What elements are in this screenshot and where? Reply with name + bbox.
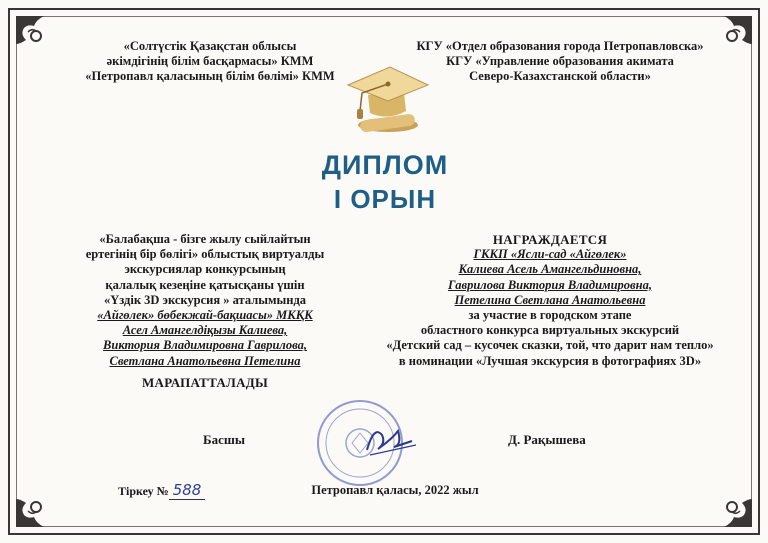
header-right-line: КГУ «Отдел образования города Петропавловска»: [416, 39, 704, 53]
awardee-name: Асел Амангелдіқызы Калиева,: [122, 323, 288, 338]
header-right-line: КГУ «Управление образования акимата: [446, 54, 674, 68]
diploma-title: [270, 150, 500, 214]
registration-value: 588: [169, 481, 206, 500]
text-line: в номинации «Лучшая экскурсия в фотографиях 3D»: [398, 353, 702, 368]
text-line: «Детский сад – кусочек сказки, той, что дарит нам тепло»: [386, 338, 714, 353]
awardee-name: Гаврилова Виктория Владимировна,: [448, 277, 652, 292]
corner-ornament-icon: [710, 485, 754, 529]
registration-number: [118, 481, 205, 499]
header-left: [60, 39, 360, 84]
award-text-russian: [365, 232, 735, 369]
award-text-kazakh: [55, 232, 355, 390]
header-left-line: әкімдігінің білім басқармасы» КММ: [106, 54, 314, 68]
organization-name: ГККП «Ясли-сад «Айгөлек»: [473, 247, 627, 262]
signatory-title: Басшы: [203, 432, 245, 447]
text-line: ертегінің бір бөлігі» облыстық виртуалды: [85, 247, 325, 262]
text-line: «Үздік 3D экскурсия » аталымында: [103, 292, 307, 307]
corner-ornament-icon: [14, 485, 58, 529]
header-right: [400, 39, 720, 84]
award-verb: МАРАПАТТАЛАДЫ: [141, 374, 269, 390]
text-line: қалалық кезеңіне қатысқаны үшін: [105, 277, 305, 292]
header-right-line: Северо-Казахстанской области»: [469, 69, 651, 83]
signatory-name: Д. Рақышева: [508, 432, 586, 447]
awardee-name: Светлана Анатольевна Петелина: [109, 353, 301, 368]
graduation-cap-icon: [340, 55, 430, 140]
corner-ornament-icon: [14, 14, 58, 58]
award-heading: НАГРАЖДАЕТСЯ: [492, 232, 608, 247]
official-seal-icon: [312, 395, 422, 490]
awardee-name: Виктория Владимировна Гаврилова,: [103, 338, 307, 353]
organization-name: «Айгөлек» бөбекжай-бақшасы» МКҚК: [97, 308, 313, 323]
place-date: Петропавл қаласы, 2022 жыл: [311, 483, 479, 497]
title-place: І ОРЫН: [333, 184, 437, 214]
text-line: экскурсиялар конкурсының: [124, 262, 286, 277]
text-line: «Балабақша - бізге жылу сыйлайтын: [99, 232, 311, 246]
text-line: за участие в городском этапе: [468, 308, 632, 323]
header-left-line: «Петропавл қаласының білім бөлімі» КММ: [85, 69, 335, 83]
title-main: ДИПЛОМ: [321, 150, 449, 180]
awardee-name: Калиева Асель Амангельдиновна,: [458, 262, 642, 277]
header-left-line: «Солтүстік Қазақстан облысы: [123, 39, 297, 53]
text-line: областного конкурса виртуальных экскурсий: [420, 323, 680, 338]
registration-label: Тіркеу №: [118, 484, 169, 498]
awardee-name: Петелина Светлана Анатольевна: [454, 292, 646, 307]
